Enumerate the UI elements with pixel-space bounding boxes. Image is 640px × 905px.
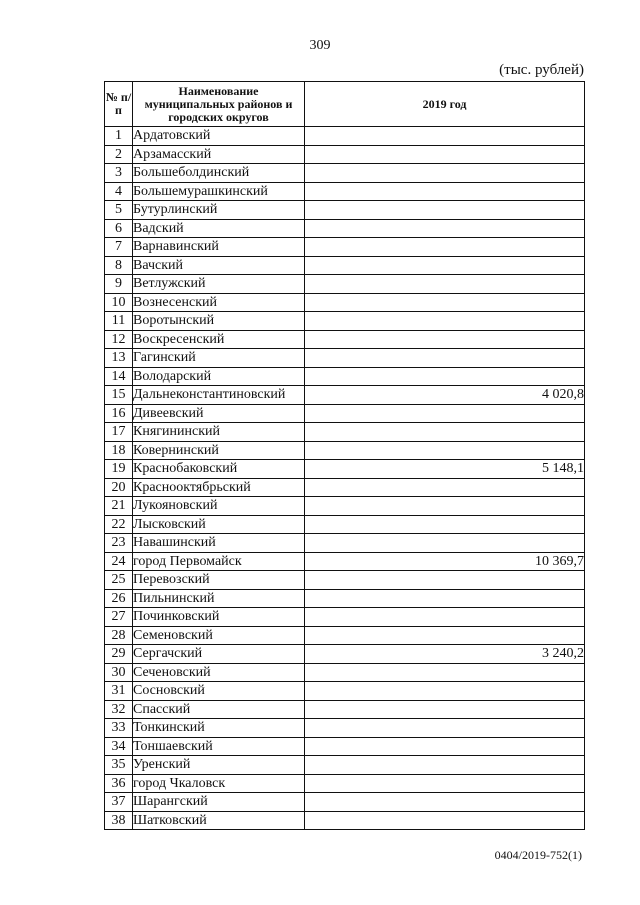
- subsidy-table: [104, 81, 585, 830]
- municipality-name: Сосновский: [133, 682, 305, 701]
- row-number: 30: [105, 663, 133, 682]
- row-number: 5: [105, 201, 133, 220]
- table-row: [105, 330, 585, 349]
- table-row: [105, 386, 585, 405]
- table-row: [105, 700, 585, 719]
- year-value: [305, 423, 585, 442]
- year-value: [305, 367, 585, 386]
- year-value: 10 369,7: [305, 552, 585, 571]
- municipality-name: Вадский: [133, 219, 305, 238]
- year-value: [305, 312, 585, 331]
- table-row: [105, 256, 585, 275]
- year-value: [305, 774, 585, 793]
- units-label: (тыс. рублей): [499, 62, 584, 78]
- row-number: 26: [105, 589, 133, 608]
- year-value: [305, 608, 585, 627]
- row-number: 9: [105, 275, 133, 294]
- table-row: [105, 349, 585, 368]
- year-value: [305, 256, 585, 275]
- row-number: 28: [105, 626, 133, 645]
- table-row: [105, 719, 585, 738]
- table-row: [105, 571, 585, 590]
- municipality-name: Сергачский: [133, 645, 305, 664]
- municipality-name: Дивеевский: [133, 404, 305, 423]
- header-year: 2019 год: [305, 82, 585, 127]
- year-value: [305, 275, 585, 294]
- year-value: [305, 404, 585, 423]
- row-number: 24: [105, 552, 133, 571]
- municipality-name: Уренский: [133, 756, 305, 775]
- table-row: [105, 811, 585, 830]
- year-value: [305, 589, 585, 608]
- row-number: 3: [105, 164, 133, 183]
- year-value: [305, 238, 585, 257]
- municipality-name: Шарангский: [133, 793, 305, 812]
- table-row: [105, 682, 585, 701]
- municipality-name: город Чкаловск: [133, 774, 305, 793]
- row-number: 14: [105, 367, 133, 386]
- table-row: [105, 275, 585, 294]
- table-row: [105, 663, 585, 682]
- row-number: 33: [105, 719, 133, 738]
- year-value: [305, 219, 585, 238]
- year-value: [305, 534, 585, 553]
- table-header-row: [105, 82, 585, 127]
- municipality-name: Навашинский: [133, 534, 305, 553]
- municipality-name: Воскресенский: [133, 330, 305, 349]
- row-number: 15: [105, 386, 133, 405]
- table-row: [105, 367, 585, 386]
- municipality-name: Большемурашкинский: [133, 182, 305, 201]
- municipality-name: Большеболдинский: [133, 164, 305, 183]
- table-row: [105, 756, 585, 775]
- row-number: 10: [105, 293, 133, 312]
- year-value: [305, 293, 585, 312]
- table-row: [105, 626, 585, 645]
- year-value: [305, 478, 585, 497]
- page-number: 309: [309, 38, 331, 53]
- municipality-name: Воротынский: [133, 312, 305, 331]
- table-row: [105, 127, 585, 146]
- row-number: 31: [105, 682, 133, 701]
- table-row: [105, 552, 585, 571]
- table-row: [105, 441, 585, 460]
- municipality-name: Варнавинский: [133, 238, 305, 257]
- row-number: 13: [105, 349, 133, 368]
- year-value: [305, 497, 585, 516]
- municipality-name: Ветлужский: [133, 275, 305, 294]
- year-value: [305, 756, 585, 775]
- municipality-name: Лысковский: [133, 515, 305, 534]
- row-number: 35: [105, 756, 133, 775]
- row-number: 38: [105, 811, 133, 830]
- municipality-name: Княгининский: [133, 423, 305, 442]
- municipality-name: Семеновский: [133, 626, 305, 645]
- row-number: 23: [105, 534, 133, 553]
- municipality-name: Пильнинский: [133, 589, 305, 608]
- row-number: 32: [105, 700, 133, 719]
- year-value: [305, 626, 585, 645]
- row-number: 27: [105, 608, 133, 627]
- table-body: [105, 127, 585, 830]
- municipality-name: Ардатовский: [133, 127, 305, 146]
- row-number: 4: [105, 182, 133, 201]
- row-number: 2: [105, 145, 133, 164]
- row-number: 37: [105, 793, 133, 812]
- table-row: [105, 312, 585, 331]
- year-value: 3 240,2: [305, 645, 585, 664]
- municipality-name: Вознесенский: [133, 293, 305, 312]
- year-value: [305, 663, 585, 682]
- municipality-name: Краснооктябрьский: [133, 478, 305, 497]
- municipality-name: Спасский: [133, 700, 305, 719]
- table-row: [105, 404, 585, 423]
- row-number: 20: [105, 478, 133, 497]
- table-row: [105, 793, 585, 812]
- row-number: 29: [105, 645, 133, 664]
- municipality-name: Гагинский: [133, 349, 305, 368]
- year-value: [305, 127, 585, 146]
- table-row: [105, 478, 585, 497]
- row-number: 25: [105, 571, 133, 590]
- municipality-name: Перевозский: [133, 571, 305, 590]
- header-municipality: Наименование муниципальных районов и городских округов: [133, 82, 305, 127]
- year-value: [305, 793, 585, 812]
- row-number: 19: [105, 460, 133, 479]
- year-value: [305, 330, 585, 349]
- table-row: [105, 608, 585, 627]
- row-number: 22: [105, 515, 133, 534]
- table-row: [105, 497, 585, 516]
- municipality-name: город Первомайск: [133, 552, 305, 571]
- table-row: [105, 423, 585, 442]
- municipality-name: Починковский: [133, 608, 305, 627]
- municipality-name: Сеченовский: [133, 663, 305, 682]
- document-code: 0404/2019-752(1): [494, 848, 582, 862]
- year-value: [305, 571, 585, 590]
- year-value: [305, 811, 585, 830]
- municipality-name: Бутурлинский: [133, 201, 305, 220]
- year-value: [305, 682, 585, 701]
- year-value: [305, 719, 585, 738]
- municipality-name: Дальнеконстантиновский: [133, 386, 305, 405]
- row-number: 8: [105, 256, 133, 275]
- header-number: № п/п: [105, 82, 133, 127]
- municipality-name: Вачский: [133, 256, 305, 275]
- row-number: 1: [105, 127, 133, 146]
- table-row: [105, 219, 585, 238]
- year-value: [305, 515, 585, 534]
- row-number: 7: [105, 238, 133, 257]
- row-number: 12: [105, 330, 133, 349]
- year-value: [305, 700, 585, 719]
- year-value: 5 148,1: [305, 460, 585, 479]
- year-value: 4 020,8: [305, 386, 585, 405]
- year-value: [305, 441, 585, 460]
- municipality-name: Тонкинский: [133, 719, 305, 738]
- row-number: 36: [105, 774, 133, 793]
- table-row: [105, 737, 585, 756]
- row-number: 34: [105, 737, 133, 756]
- table-row: [105, 534, 585, 553]
- year-value: [305, 182, 585, 201]
- row-number: 21: [105, 497, 133, 516]
- year-value: [305, 145, 585, 164]
- municipality-name: Тоншаевский: [133, 737, 305, 756]
- row-number: 18: [105, 441, 133, 460]
- table-row: [105, 164, 585, 183]
- table-row: [105, 145, 585, 164]
- table-row: [105, 460, 585, 479]
- table-row: [105, 238, 585, 257]
- municipality-name: Краснобаковский: [133, 460, 305, 479]
- table-row: [105, 201, 585, 220]
- municipality-name: Арзамасский: [133, 145, 305, 164]
- row-number: 17: [105, 423, 133, 442]
- row-number: 16: [105, 404, 133, 423]
- table-row: [105, 774, 585, 793]
- year-value: [305, 201, 585, 220]
- table-row: [105, 182, 585, 201]
- row-number: 11: [105, 312, 133, 331]
- year-value: [305, 737, 585, 756]
- row-number: 6: [105, 219, 133, 238]
- year-value: [305, 164, 585, 183]
- municipality-name: Ковернинский: [133, 441, 305, 460]
- table-row: [105, 589, 585, 608]
- municipality-name: Володарский: [133, 367, 305, 386]
- table-row: [105, 645, 585, 664]
- municipality-name: Шатковский: [133, 811, 305, 830]
- municipality-name: Лукояновский: [133, 497, 305, 516]
- table-row: [105, 293, 585, 312]
- table-row: [105, 515, 585, 534]
- year-value: [305, 349, 585, 368]
